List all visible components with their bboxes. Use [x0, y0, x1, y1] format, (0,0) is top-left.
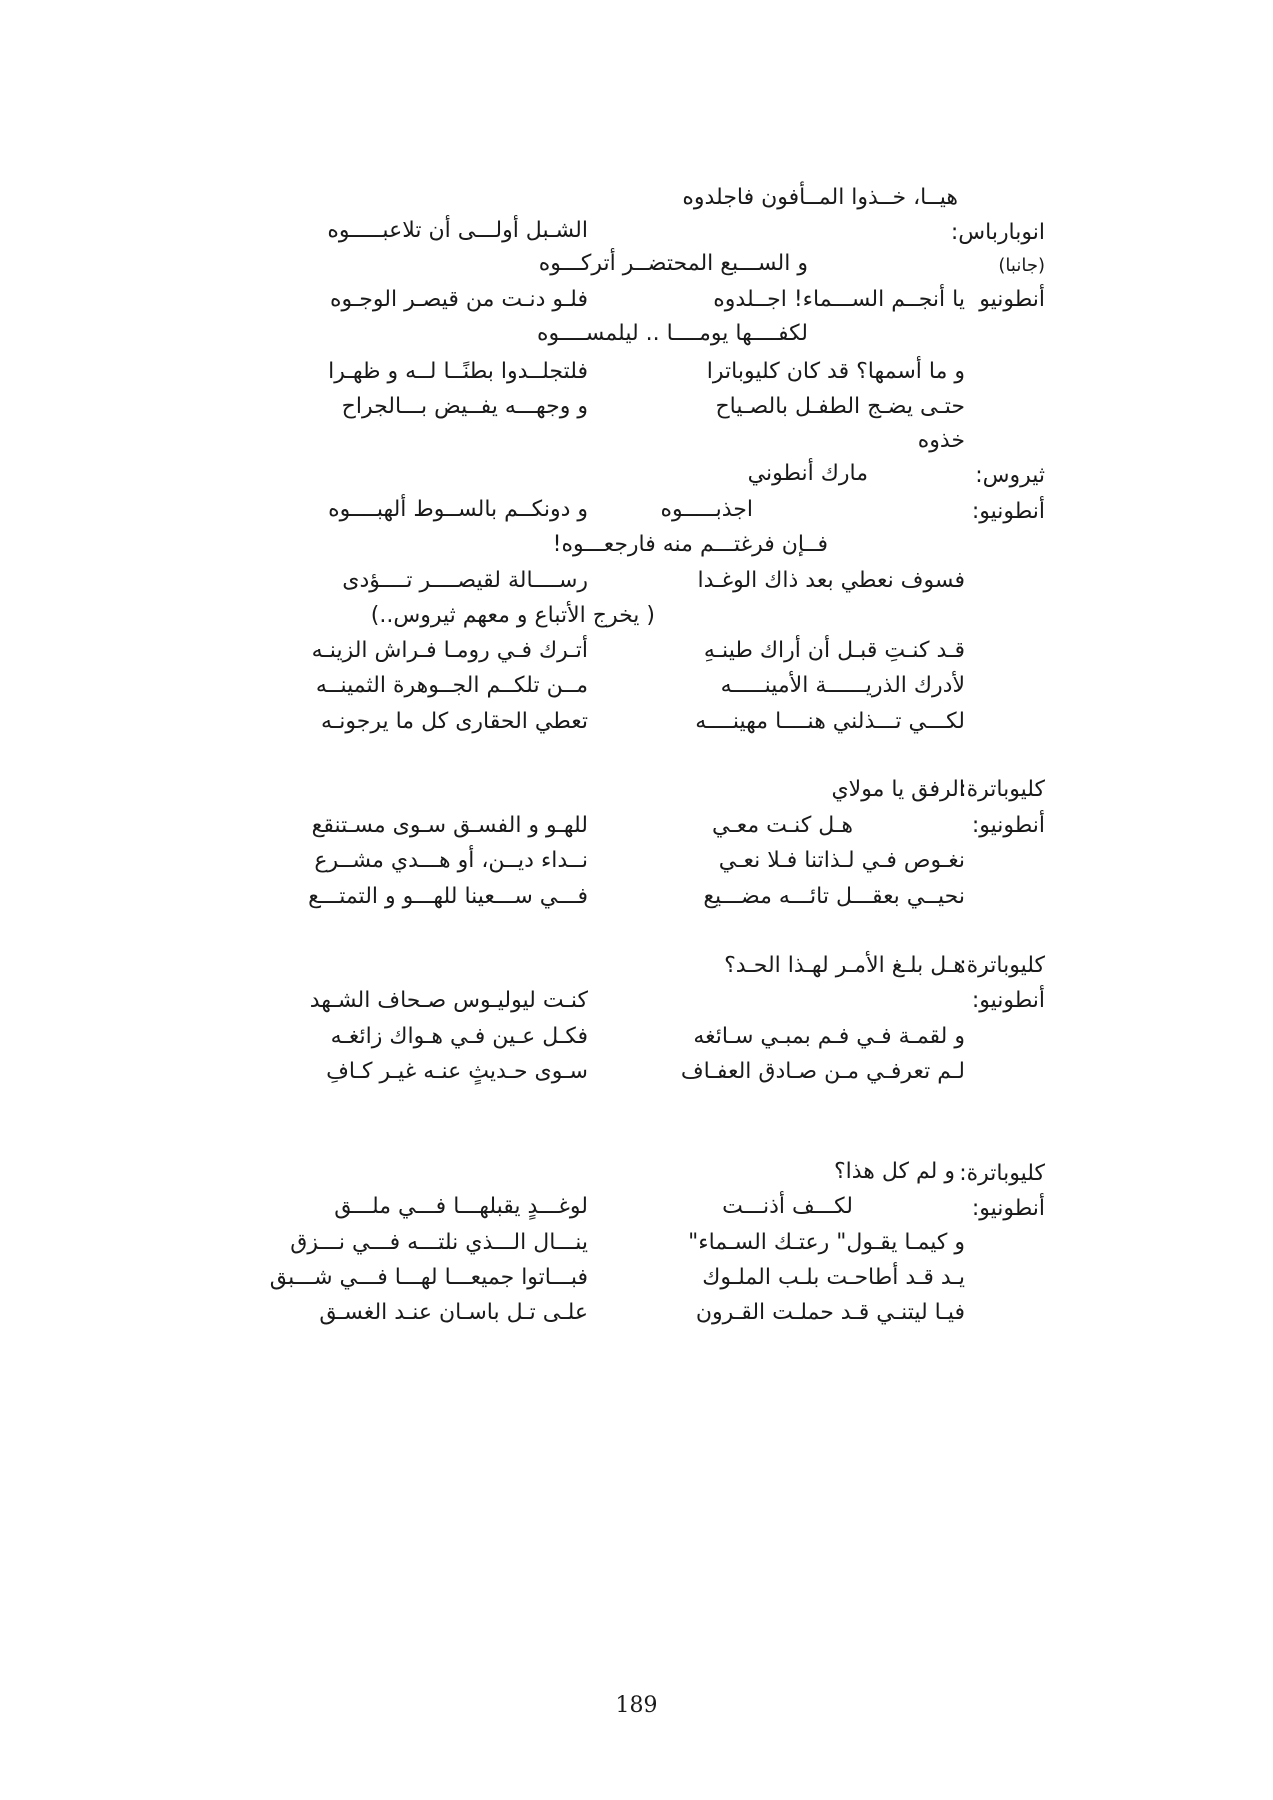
- verse-hemistich: لوغـــدٍ يقبلهـــا فـــي ملـــق: [334, 1194, 588, 1219]
- verse-hemistich: نحيــي بعقـــل تائـــه مضـــيع: [703, 884, 965, 909]
- speaker-label: أنطونيو: [979, 287, 1045, 312]
- speaker-label: أنطونيو:: [971, 499, 1045, 524]
- stage-direction: (جانبا): [998, 255, 1045, 276]
- verse-line: هـل بلـغ الأمـر لهـذا الحـد؟: [724, 953, 965, 978]
- verse-hemistich: و وجهـــه يفــيض بـــالجراح: [341, 394, 588, 419]
- verse-hemistich: و ما أسمها؟ قد كان كليوباترا: [706, 359, 965, 384]
- verse-hemistich: حتـى يضـج الطفـل بالصـياح: [715, 394, 965, 419]
- speaker-label: أنطونيو:: [971, 813, 1045, 838]
- verse-hemistich: فلتجلــدوا بطنًــا لــه و ظهـرا: [328, 359, 588, 384]
- verse-hemistich: اجذبـــــوه: [660, 497, 753, 522]
- speaker-label: انوبارباس:: [950, 220, 1045, 245]
- verse-hemistich: هـل كنـت معـي: [711, 813, 853, 838]
- verse-line: هيــا، خــذوا المــأفون فاجلدوه: [682, 185, 958, 210]
- verse-line: مارك أنطوني: [747, 461, 868, 486]
- verse-hemistich: الشـبل أولـــى أن تلاعبـــــوه: [327, 218, 588, 243]
- speaker-label: أنطونيو:: [971, 1196, 1045, 1221]
- stage-direction: ( يخرج الأتباع و معهم ثيروس..): [370, 603, 655, 628]
- verse-hemistich: فـــي ســـعينا للهـــو و التمتـــع: [308, 884, 588, 909]
- speaker-label: كليوباترة:: [959, 1161, 1045, 1186]
- verse-hemistich: و دونكــم بالســوط ألهبــــوه: [328, 497, 588, 522]
- verse-hemistich: فيـا ليتنـي قـد حملـت القـرون: [695, 1300, 965, 1325]
- verse-hemistich: رســــالة لقيصــــر تــــؤدى: [342, 568, 588, 593]
- speaker-label: أنطونيو:: [971, 988, 1045, 1013]
- verse-hemistich: ينـــال الـــذي نلتـــه فـــي نـــزق: [290, 1230, 588, 1255]
- verse-hemistich: تعطي الحقارى كل ما يرجونـه: [321, 709, 588, 734]
- verse-hemistich: كنـت ليوليـوس صـحاف الشـهد: [309, 988, 588, 1013]
- verse-hemistich: لأدرك الذريــــــة الأمينـــــه: [720, 673, 965, 698]
- verse-hemistich: فسوف نعطي بعد ذاك الوغـدا: [697, 568, 965, 593]
- verse-hemistich: سـوى حـديثٍ عنـه غيـر كـافِ: [326, 1059, 588, 1084]
- verse-hemistich: فبـــاتوا جميعـــا لهـــا فـــي شـــبق: [269, 1265, 588, 1290]
- verse-hemistich: نــداء ديــن، أو هـــدي مشــرع: [314, 848, 588, 873]
- speaker-label: كليوباترة:: [959, 777, 1045, 802]
- verse-hemistich: يـد قـد أطاحـت بلـب الملـوك: [702, 1265, 965, 1290]
- verse-hemistich: أتـرك فـي رومـا فـراش الزينـه: [311, 638, 588, 663]
- verse-hemistich: علـى تـل باسـان عنـد الغسـق: [319, 1300, 588, 1325]
- verse-hemistich: لكـــف أذنـــت: [722, 1194, 853, 1219]
- verse-hemistich: للهـو و الفسـق سـوى مسـتنقع: [311, 813, 588, 838]
- verse-hemistich: يا أنجــم الســـماء! اجــلدوه: [713, 287, 965, 312]
- verse-hemistich: نغـوص فـي لـذاتنا فـلا نعـي: [718, 848, 965, 873]
- verse-line: خذوه: [917, 428, 965, 453]
- verse-line: الرفق يا مولاي: [831, 777, 965, 802]
- verse-hemistich: لكـــي تـــذلني هنــــا مهينــــه: [695, 709, 965, 734]
- speaker-label: ثيروس:: [975, 463, 1045, 488]
- page-number: 189: [615, 1693, 658, 1718]
- verse-line: فــإن فرغتـــم منه فارجعـــوه!: [552, 532, 828, 557]
- verse-hemistich: قـد كنـتِ قبـل أن أراك طينـهِ: [703, 638, 965, 663]
- verse-hemistich: فلـو دنـت من قيصـر الوجـوه: [329, 287, 588, 312]
- verse-line: و الســـبع المحتضــر أتركـــوه: [538, 251, 808, 276]
- verse-hemistich: و كيمـا يقـول" رعتـك السـماء": [688, 1230, 965, 1255]
- verse-hemistich: مــن تلكــم الجــوهرة الثمينــه: [315, 673, 588, 698]
- speaker-label: كليوباترة:: [959, 953, 1045, 978]
- verse-line: لكفــــها يومــــا .. ليلمســــوه: [537, 321, 808, 346]
- verse-hemistich: فكـل عـين فـي هـواك زائغـه: [330, 1024, 588, 1049]
- verse-hemistich: لـم تعرفـي مـن صـادق العفـاف: [680, 1059, 965, 1084]
- verse-hemistich: و لقمـة فـي فـم بمبـي سـائغه: [693, 1024, 965, 1049]
- verse-line: و لم كل هذا؟: [833, 1159, 955, 1184]
